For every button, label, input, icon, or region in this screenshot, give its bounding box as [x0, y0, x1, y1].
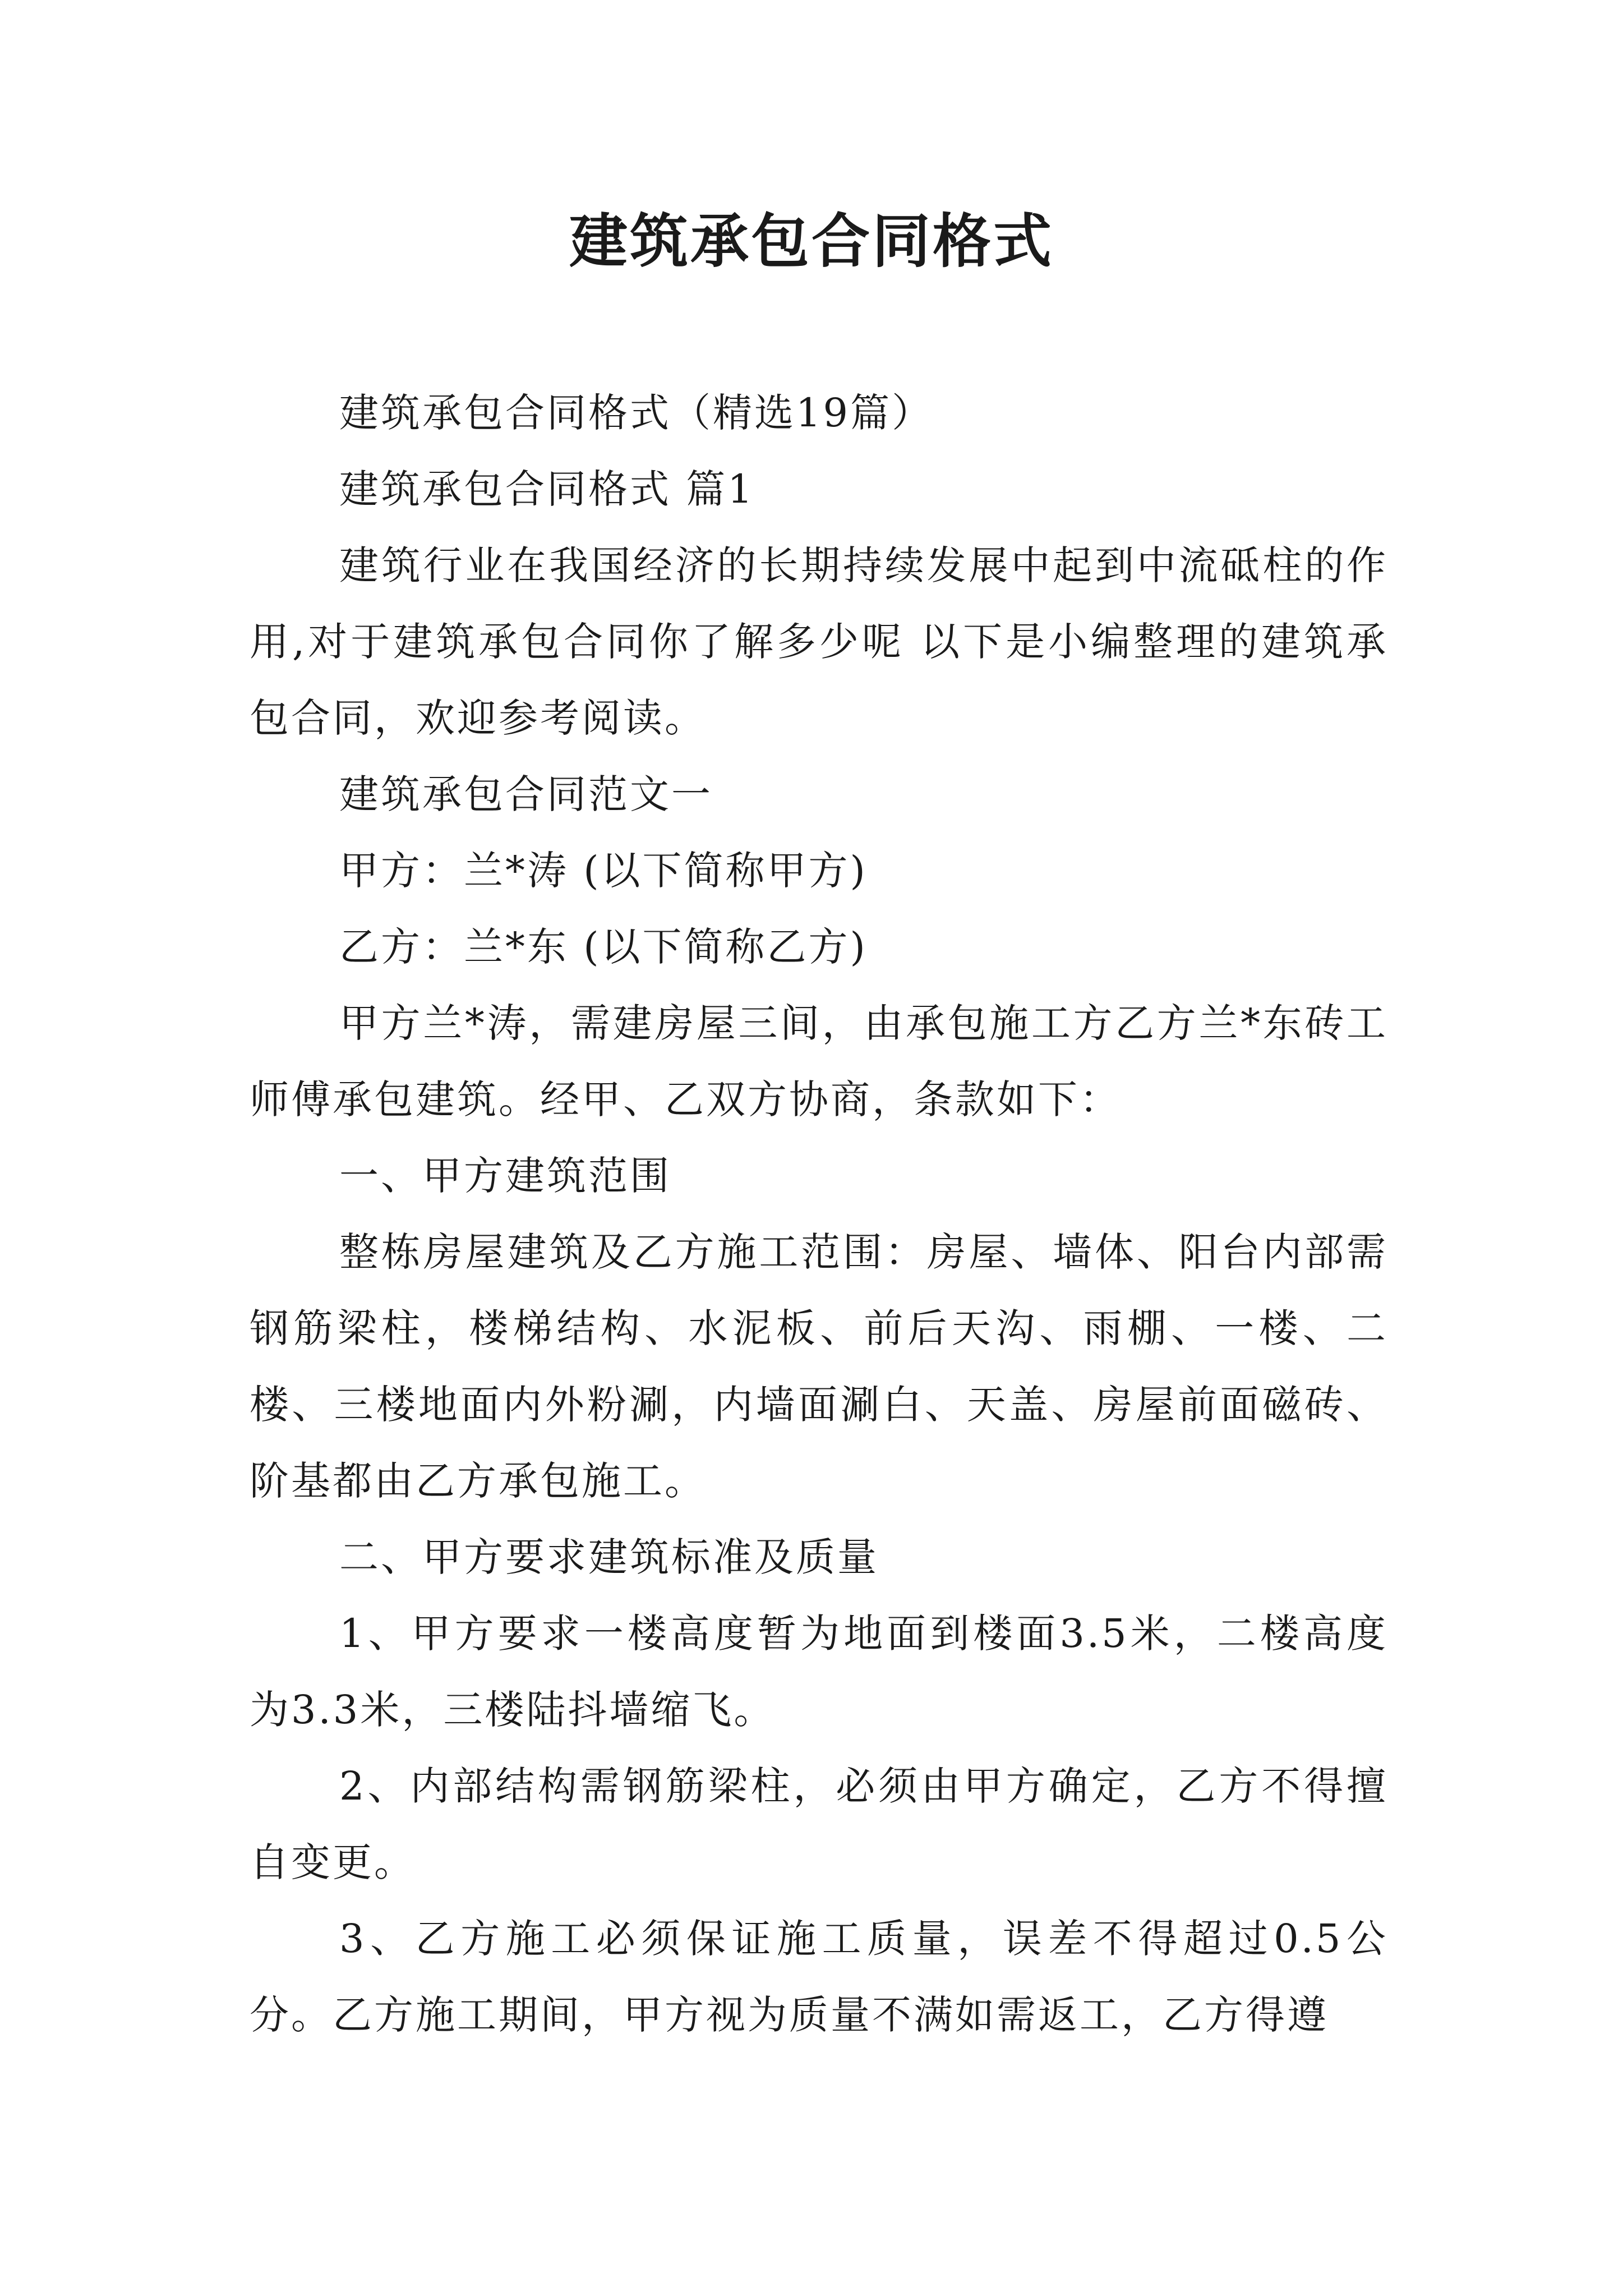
document-body — [250, 375, 1388, 2053]
paragraph: 1、甲方要求一楼高度暂为地面到楼面3.5米，二楼高度为3.3米，三楼陆抖墙缩飞。 — [250, 1611, 1388, 1733]
paragraph: 3、乙方施工必须保证施工质量，误差不得超过0.5公分。乙方施工期间，甲方视为质量不满如需返工，乙方得遵 — [250, 1916, 1388, 2038]
paragraph: 二、甲方要求建筑标准及质量 — [339, 1534, 879, 1580]
paragraph: 2、内部结构需钢筋梁柱，必须由甲方确定，乙方不得擅自变更。 — [250, 1763, 1388, 1885]
paragraph: 甲方：兰*涛 (以下简称甲方) — [339, 848, 868, 894]
paragraph: 乙方：兰*东 (以下简称乙方) — [339, 924, 868, 970]
paragraph: 一、甲方建筑范围 — [339, 1153, 671, 1199]
paragraph: 建筑承包合同范文一 — [339, 771, 713, 817]
paragraph: 建筑承包合同格式 篇1 — [339, 466, 755, 512]
paragraph: 甲方兰*涛，需建房屋三间，由承包施工方乙方兰*东砖工师傅承包建筑。经甲、乙双方协商，条款如下： — [250, 1000, 1388, 1122]
paragraph: 建筑行业在我国经济的长期持续发展中起到中流砥柱的作用,对于建筑承包合同你了解多少呢 以下是小编整理的建筑承包合同，欢迎参考阅读。 — [250, 542, 1388, 741]
paragraph: 整栋房屋建筑及乙方施工范围：房屋、墙体、阳台内部需钢筋梁柱，楼梯结构、水泥板、前后天沟、雨棚、一楼、二楼、三楼地面内外粉涮，内墙面涮白、天盖、房屋前面磁砖、阶基都由乙方承包施工。 — [250, 1229, 1388, 1504]
paragraph: 建筑承包合同格式（精选19篇） — [339, 390, 934, 436]
document-title: 建筑承包合同格式 — [569, 207, 1054, 275]
